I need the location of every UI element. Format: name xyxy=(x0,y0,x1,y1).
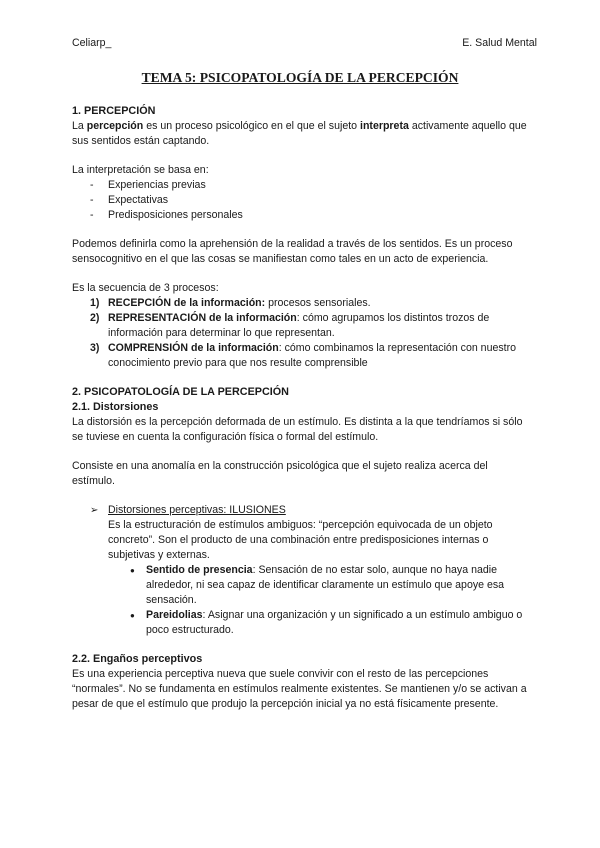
distortion-paragraph-1: La distorsión es la percepción deformada de un estímulo. Es distinta a la que tendríamos si sólo se tuviese en cuenta la configuración física o formal del estímulo. xyxy=(72,416,523,443)
based-on-list xyxy=(90,178,528,223)
section-1-heading: 1. PERCEPCIÓN xyxy=(72,105,156,117)
subsection-2-2-heading: 2.2. Engaños perceptivos xyxy=(72,653,203,665)
list-item: 3) COMPRENSIÓN de la información: cómo combinamos la representación con nuestro conocimiento previo para que nos resulte comprensible xyxy=(90,342,517,369)
list-item: - Expectativas xyxy=(90,193,528,208)
header-author: Celiarp_ xyxy=(72,37,112,49)
arrow-bullet-icon: ➢ xyxy=(90,505,99,516)
page-title: TEMA 5: PSICOPATOLOGÍA DE LA PERCEPCIÓN xyxy=(141,70,459,85)
definition-paragraph: Podemos definirla como la aprehensión de la realidad a través de los sentidos. Es un proceso sensocognitivo en el que las cosas se manifiestan como tales en un acto de experiencia. xyxy=(72,238,513,265)
illusion-types-list xyxy=(128,563,528,638)
list-item: ● Sentido de presencia: Sensación de no estar solo, aunque no haya nadie alrededor, ni sea capaz de identificar claramente un estímulo que apoye esa sensación. xyxy=(128,563,528,608)
section-1-intro: La percepción es un proceso psicológico en el que el sujeto interpreta activamente aquello que sus sentidos están captando. xyxy=(72,120,527,147)
illusions-description: Es la estructuración de estímulos ambiguos: “percepción equivocada de un objeto concreto”. Son el producto de una combinación entre predisposiciones internas o subjetivas y externas. xyxy=(108,519,493,561)
list-item: 1) RECEPCIÓN de la información: procesos sensoriales. xyxy=(90,297,371,309)
perceptual-deceptions-paragraph: Es una experiencia perceptiva nueva que suele convivir con el resto de las percepciones “normales”. No se fundamenta en estímulos realmente existentes. Se mantienen y/o se activan a pesar de que el estímulo que produjo la percepción inicial ya no está físicamente presente. xyxy=(72,668,527,710)
distortion-paragraph-2: Consiste en una anomalía en la construcción psicológica que el sujeto realiza acerca del estímulo. xyxy=(72,460,488,487)
process-list xyxy=(90,296,528,371)
sequence-intro: Es la secuencia de 3 procesos: xyxy=(72,282,219,294)
page-header xyxy=(72,36,537,50)
list-item: - Experiencias previas xyxy=(90,178,528,193)
subsection-2-1-heading: 2.1. Distorsiones xyxy=(72,401,159,413)
illusions-title: Distorsiones perceptivas: ILUSIONES xyxy=(108,504,286,516)
based-on-label: La interpretación se basa en: xyxy=(72,164,209,176)
list-item: 2) REPRESENTACIÓN de la información: cómo agrupamos los distintos trozos de información para determinar lo que representan. xyxy=(90,312,490,339)
header-subject: E. Salud Mental xyxy=(462,37,537,49)
illusions-block xyxy=(90,503,528,638)
section-2-heading: 2. PSICOPATOLOGÍA DE LA PERCEPCIÓN xyxy=(72,386,289,398)
list-item: ● Pareidolias: Asignar una organización y un significado a un estímulo ambiguo o poco estructurado. xyxy=(128,608,528,638)
list-item: - Predisposiciones personales xyxy=(90,208,528,223)
